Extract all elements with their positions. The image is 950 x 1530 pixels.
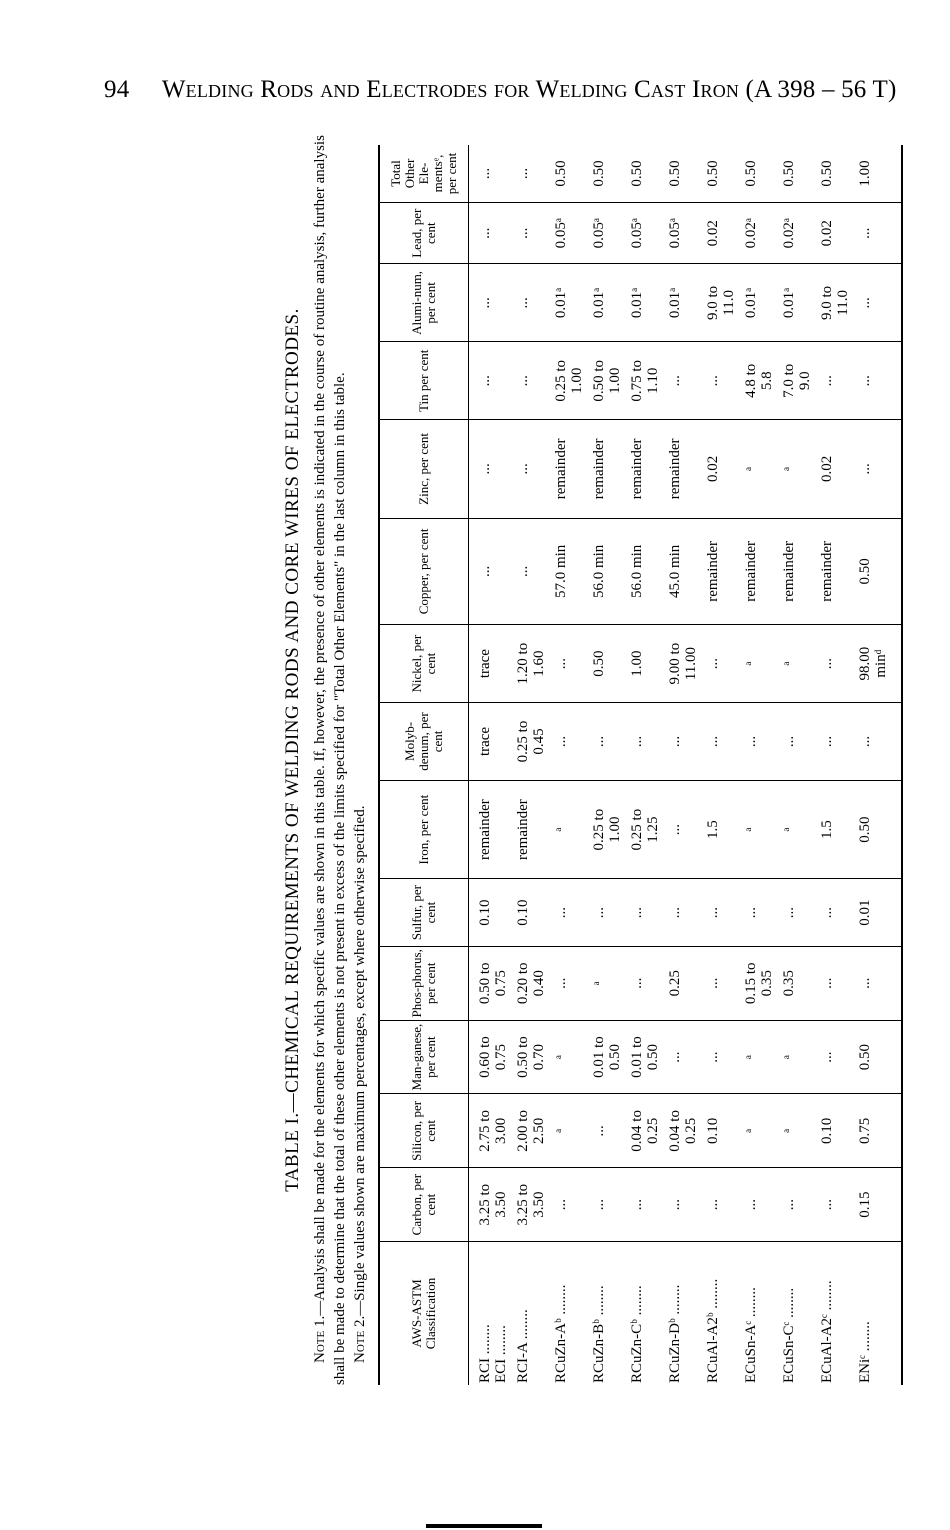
column-header: Nickel, per cent — [379, 625, 469, 703]
table-cell: 0.01ᵃ — [663, 264, 701, 342]
table-cell: 0.01 — [853, 879, 902, 947]
table-cell: ... — [625, 879, 663, 947]
table-cell: remainder — [663, 420, 701, 518]
table-cell: ... — [587, 1168, 625, 1242]
table-cell: 0.50 to 0.75 — [469, 946, 512, 1020]
table-cell: 0.25 to 1.25 — [625, 780, 663, 878]
table-cell: ... — [701, 879, 739, 947]
classification-cell: RCI-A ........ — [515, 1309, 531, 1383]
table-row — [587, 145, 625, 1385]
table-cell: 0.02 — [701, 420, 739, 518]
table-row — [701, 145, 739, 1385]
table-cell: trace — [469, 703, 512, 781]
table-cell: 0.05ᵃ — [625, 202, 663, 263]
table-cell: 0.50 — [853, 1020, 902, 1094]
table-cell: 1.00 — [853, 145, 902, 202]
table-cell: 0.50 — [587, 625, 625, 703]
column-header: Molyb-denum, per cent — [379, 703, 469, 781]
table-cell: 0.01ᵃ — [549, 264, 587, 342]
table-cell: 0.02 — [815, 202, 853, 263]
table-cell: 0.10 — [511, 879, 549, 947]
table-cell: ... — [853, 342, 902, 420]
table-cell: ... — [853, 264, 902, 342]
table-cell: ᵃ — [739, 1020, 777, 1094]
table-cell: 0.02 — [701, 202, 739, 263]
table-cell: ... — [701, 1020, 739, 1094]
column-header: Phos-phorus, per cent — [379, 946, 469, 1020]
table-cell: 57.0 min — [549, 518, 587, 625]
table-row — [815, 145, 853, 1385]
table-cell: 0.25 to 1.00 — [587, 780, 625, 878]
table-cell: ... — [815, 625, 853, 703]
table-cell: 0.50 — [625, 145, 663, 202]
classification-cell: ENiᶜ ........ — [853, 1242, 902, 1385]
table-row — [739, 145, 777, 1385]
table-cell: ... — [511, 342, 549, 420]
table-cell: 0.25 to 1.00 — [549, 342, 587, 420]
table-cell: ... — [587, 703, 625, 781]
column-header: Man-ganese, per cent — [379, 1020, 469, 1094]
table-cell: remainder — [625, 420, 663, 518]
table-cell: 0.01ᵃ — [625, 264, 663, 342]
table-cell: ... — [701, 1168, 739, 1242]
table-row — [549, 145, 587, 1385]
page-number: 94 — [104, 76, 130, 103]
table-cell: ... — [663, 703, 701, 781]
table-cell: 0.04 to 0.25 — [663, 1094, 701, 1168]
table-row — [663, 145, 701, 1385]
table-cell: ... — [469, 202, 512, 263]
column-header: Copper, per cent — [379, 518, 469, 625]
table-cell: 0.75 to 1.10 — [625, 342, 663, 420]
table-cell: remainder — [815, 518, 853, 625]
table-cell: 1.5 — [815, 780, 853, 878]
table-cell: ... — [549, 879, 587, 947]
table-cell: 0.50 — [853, 518, 902, 625]
chemical-requirements-table — [378, 145, 903, 1385]
table-cell: ... — [853, 703, 902, 781]
table-cell: ... — [549, 625, 587, 703]
table-cell: 0.50 — [701, 145, 739, 202]
table-cell: 0.50 — [853, 780, 902, 878]
table-cell: ᵃ — [777, 1094, 815, 1168]
note-1-text: —Analysis shall be made for the elements for which specific values are shown in this table. If, however, the presence of other elements is indicated in the course of routine analysis, further analysis shall be made to determine that the total of these other elements is not present in excess of the limits specified for "Total Other Elements" in the last column in this table. — [312, 135, 348, 1385]
table-cell: 0.04 to 0.25 — [625, 1094, 663, 1168]
table-cell: 0.01ᵃ — [739, 264, 777, 342]
table-cell: 1.20 to 1.60 — [511, 625, 549, 703]
column-header: AWS-ASTM Classification — [379, 1242, 469, 1385]
table-cell: ... — [701, 703, 739, 781]
table-cell: 0.05ᵃ — [663, 202, 701, 263]
classification-cell: RCuAl-A2ᵇ ........ — [705, 1278, 721, 1383]
table-cell: remainder — [777, 518, 815, 625]
table-cell: 9.0 to 11.0 — [815, 264, 853, 342]
table-cell: ᵃ — [549, 1094, 587, 1168]
table-cell: ᵃ — [587, 946, 625, 1020]
table-cell: ... — [625, 703, 663, 781]
running-title: Welding Rods and Electrodes for Welding Cast Iron (A 398 – 56 T) — [161, 76, 897, 103]
column-header: Zinc, per cent — [379, 420, 469, 518]
table-cell: ᵃ — [739, 1094, 777, 1168]
table-cell: ... — [663, 1168, 701, 1242]
table-cell: 45.0 min — [663, 518, 701, 625]
table-header-row — [379, 145, 469, 1385]
table-cell: 0.01ᵃ — [777, 264, 815, 342]
table-cell: ... — [549, 703, 587, 781]
table-cell: ... — [701, 342, 739, 420]
classification-cell: ECuSn-Cᶜ ........ — [781, 1287, 797, 1383]
table-cell: ... — [701, 625, 739, 703]
table-cell: ... — [549, 1168, 587, 1242]
column-header: Total Other Ele-mentsᵉ, per cent — [379, 145, 469, 202]
table-cell: 9.0 to 11.0 — [701, 264, 739, 342]
table-cell: remainder — [511, 780, 549, 878]
table-cell: ... — [815, 342, 853, 420]
table-cell: ... — [549, 946, 587, 1020]
table-cell: 0.75 — [853, 1094, 902, 1168]
table-cell: ... — [663, 1020, 701, 1094]
table-cell: ... — [587, 1094, 625, 1168]
table-cell: ᵃ — [777, 625, 815, 703]
table-cell: remainder — [739, 518, 777, 625]
table-cell: ᵃ — [739, 420, 777, 518]
table-cell: 0.15 — [853, 1168, 902, 1242]
table-cell: 56.0 min — [625, 518, 663, 625]
table-cell: ... — [663, 879, 701, 947]
table-cell: 0.50 — [549, 145, 587, 202]
table-cell: 7.0 to 9.0 — [777, 342, 815, 420]
table-cell: ... — [815, 1020, 853, 1094]
table-cell: remainder — [587, 420, 625, 518]
table-cell: ᵃ — [739, 625, 777, 703]
note-1 — [310, 115, 350, 1385]
table-cell: 0.10 — [815, 1094, 853, 1168]
classification-cell: RCI ........ ECI ........ — [477, 1324, 509, 1383]
classification-cell: RCuZn-Cᵇ ........ — [629, 1285, 645, 1383]
note-1-label: Note 1. — [312, 1315, 328, 1363]
table-cell: 0.05ᵃ — [549, 202, 587, 263]
table-cell: 0.01 to 0.50 — [625, 1020, 663, 1094]
table-cell: 0.50 — [739, 145, 777, 202]
table-cell: 0.01ᵃ — [587, 264, 625, 342]
table-cell: 0.35 — [777, 946, 815, 1020]
table-cell: 0.50 — [663, 145, 701, 202]
table-cell: 0.02ᵃ — [777, 202, 815, 263]
table-body — [469, 145, 903, 1385]
table-cell: ... — [625, 946, 663, 1020]
table-cell: ... — [853, 946, 902, 1020]
table-cell: ... — [469, 145, 512, 202]
table-cell: ... — [511, 518, 549, 625]
table-cell: 0.02ᵃ — [739, 202, 777, 263]
table-cell: ... — [469, 518, 512, 625]
table-cell: ... — [469, 420, 512, 518]
table-cell: ... — [815, 946, 853, 1020]
bottom-rule — [426, 1524, 542, 1528]
table-cell: ... — [511, 264, 549, 342]
table-cell: 0.15 to 0.35 — [739, 946, 777, 1020]
table-cell: ... — [511, 145, 549, 202]
column-header: Lead, per cent — [379, 202, 469, 263]
table-cell: ... — [663, 342, 701, 420]
table-cell: 4.8 to 5.8 — [739, 342, 777, 420]
table-cell: ... — [739, 1168, 777, 1242]
table-cell: ᵃ — [777, 420, 815, 518]
table-cell: 0.05ᵃ — [587, 202, 625, 263]
rotated-table-block — [282, 115, 922, 1385]
table-cell: 3.25 to 3.50 — [469, 1168, 512, 1242]
table-cell: ... — [815, 1168, 853, 1242]
note-2-text: —Single values shown are maximum percentages, except where otherwise specified. — [352, 805, 368, 1316]
table-cell: 0.50 to 1.00 — [587, 342, 625, 420]
note-2 — [350, 115, 370, 1385]
table-cell: ... — [701, 946, 739, 1020]
table-cell: ... — [511, 202, 549, 263]
table-cell: ... — [853, 202, 902, 263]
table-cell: ... — [587, 879, 625, 947]
table-title: TABLE I.—CHEMICAL REQUIREMENTS OF WELDING RODS AND CORE WIRES OF ELECTRODES. — [282, 308, 303, 1192]
table-cell: 0.60 to 0.75 — [469, 1020, 512, 1094]
column-header: Sulfur, per cent — [379, 879, 469, 947]
table-cell: ᵃ — [549, 1020, 587, 1094]
table-cell: 2.00 to 2.50 — [511, 1094, 549, 1168]
column-header: Silicon, per cent — [379, 1094, 469, 1168]
table-cell: ... — [739, 879, 777, 947]
table-cell: 0.50 — [587, 145, 625, 202]
table-cell: ... — [815, 879, 853, 947]
table-row — [511, 145, 549, 1385]
table-cell: ᵃ — [739, 780, 777, 878]
table-cell: ᵃ — [777, 1020, 815, 1094]
table-cell: ... — [511, 420, 549, 518]
table-cell: ... — [853, 420, 902, 518]
classification-cell: RCuZn-Dᵇ ........ — [667, 1284, 683, 1383]
table-cell: 3.25 to 3.50 — [511, 1168, 549, 1242]
table-cell: ... — [777, 879, 815, 947]
table-cell: 0.50 — [815, 145, 853, 202]
table-cell: 0.02 — [815, 420, 853, 518]
table-cell: remainder — [549, 420, 587, 518]
table-cell: ... — [469, 342, 512, 420]
column-header: Alumi-num, per cent — [379, 264, 469, 342]
table-notes — [310, 115, 370, 1385]
classification-cell: RCuZn-Aᵇ ........ — [553, 1284, 569, 1383]
column-header: Carbon, per cent — [379, 1168, 469, 1242]
column-header: Tin per cent — [379, 342, 469, 420]
classification-cell: ECuSn-Aᶜ ........ — [743, 1287, 759, 1383]
table-cell: ... — [739, 703, 777, 781]
table-cell: remainder — [701, 518, 739, 625]
table-cell: trace — [469, 625, 512, 703]
table-cell: ... — [777, 1168, 815, 1242]
table-row — [469, 145, 512, 1385]
table-cell: ... — [815, 703, 853, 781]
table-cell: 0.01 to 0.50 — [587, 1020, 625, 1094]
table-cell: ... — [777, 703, 815, 781]
table-cell: 2.75 to 3.00 — [469, 1094, 512, 1168]
table-cell: 1.5 — [701, 780, 739, 878]
table-row — [853, 145, 902, 1385]
table-cell: 0.50 — [777, 145, 815, 202]
table-cell: 9.00 to 11.00 — [663, 625, 701, 703]
table-cell: 0.25 — [663, 946, 701, 1020]
table-row — [777, 145, 815, 1385]
table-cell: 0.50 to 0.70 — [511, 1020, 549, 1094]
table-cell: ᵃ — [549, 780, 587, 878]
table-cell: 56.0 min — [587, 518, 625, 625]
table-cell: ... — [625, 1168, 663, 1242]
classification-cell: RCuZn-Bᵇ ........ — [591, 1285, 607, 1383]
table-cell: ... — [469, 264, 512, 342]
table-cell: 0.10 — [701, 1094, 739, 1168]
table-cell: 0.20 to 0.40 — [511, 946, 549, 1020]
table-cell: remainder — [469, 780, 512, 878]
note-2-label: Note 2. — [352, 1315, 368, 1363]
classification-cell: ECuAl-A2ᶜ ........ — [819, 1280, 835, 1383]
table-row — [625, 145, 663, 1385]
column-header: Iron, per cent — [379, 780, 469, 878]
table-cell: 1.00 — [625, 625, 663, 703]
table-cell: 0.25 to 0.45 — [511, 703, 549, 781]
table-cell: ... — [663, 780, 701, 878]
table-cell: ᵃ — [777, 780, 815, 878]
table-cell: 98.00 minᵈ — [853, 625, 902, 703]
table-cell: 0.10 — [469, 879, 512, 947]
running-head — [104, 76, 924, 112]
